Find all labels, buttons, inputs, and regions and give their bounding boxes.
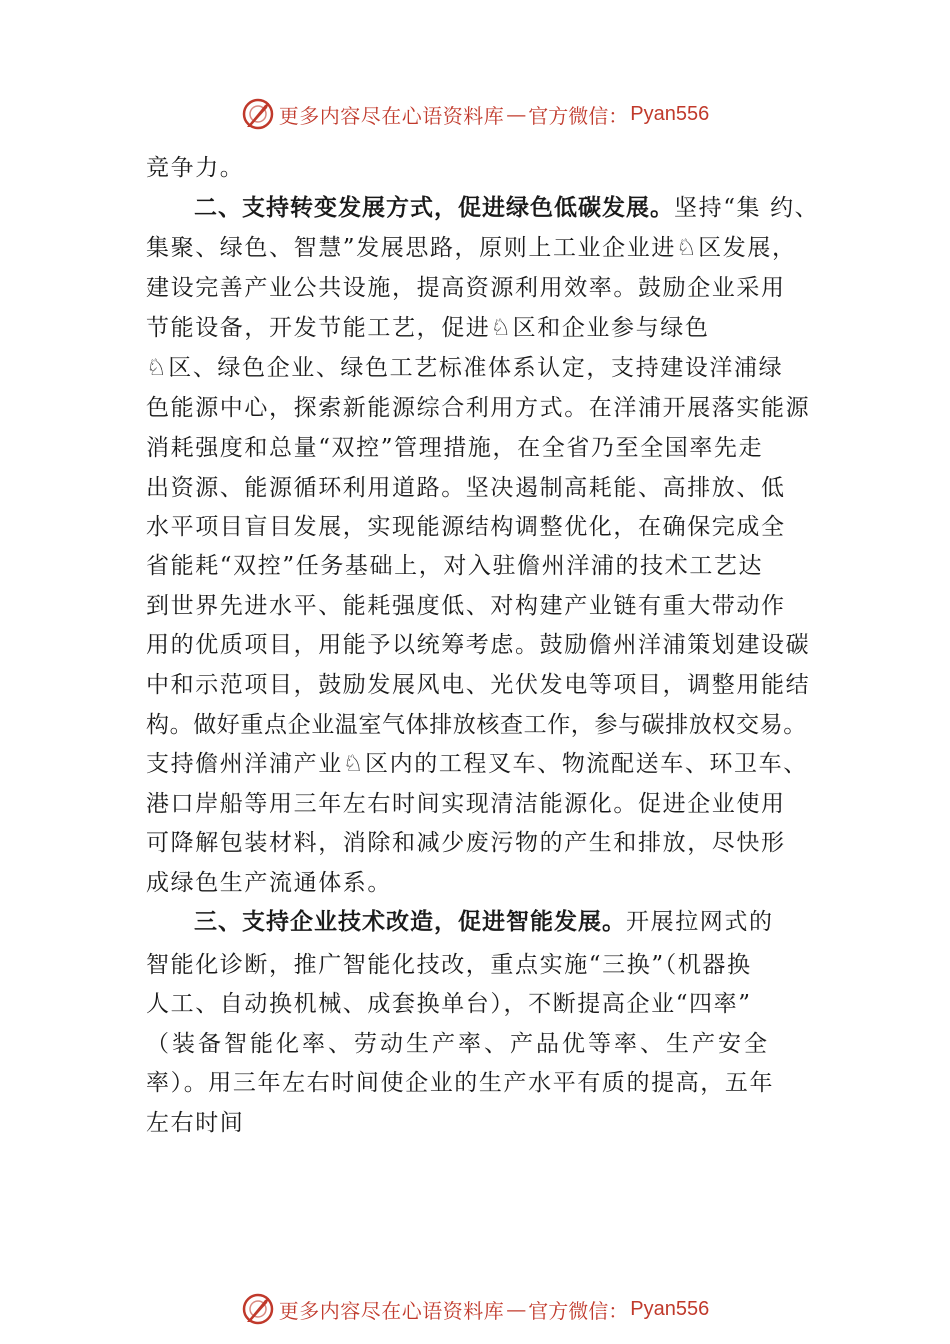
text-line: 智能化诊断，推广智能化技改，重点实施“三换”（机器换 bbox=[146, 952, 752, 978]
quill-logo-icon bbox=[241, 97, 275, 131]
text-line: ♘区、绿色企业、绿色工艺标准体系认定，支持建设洋浦绿 bbox=[146, 355, 784, 381]
footer-banner bbox=[0, 1289, 950, 1329]
text-line: 出资源、能源循环利用道路。坚决遏制高耗能、高排放、低 bbox=[146, 475, 786, 501]
footer-dash: — bbox=[506, 1297, 527, 1321]
text-line: 人工、自动换机械、成套换单台），不断提高企业“四率” bbox=[146, 991, 752, 1017]
text-line: 节能设备，开发节能工艺，促进♘区和企业参与绿色 bbox=[146, 315, 710, 341]
text-line: 港口岸船等用三年左右时间实现清洁能源化。促进企业使用 bbox=[146, 791, 786, 817]
text-line: 水平项目盲目发展，实现能源结构调整优化，在确保完成全 bbox=[146, 514, 786, 540]
footer-wechat-id: Pyan556 bbox=[630, 1297, 710, 1320]
text-line: 到世界先进水平、能耗强度低、对构建产业链有重大带动作 bbox=[146, 593, 786, 619]
text-line: 省能耗“双控”任务基础上，对入驻儋州洋浦的技术工艺达 bbox=[146, 553, 764, 579]
text-line: 构。做好重点企业温室气体排放核查工作，参与碳排放权交易。 bbox=[146, 712, 807, 738]
text-line: 集聚、绿色、智慧”发展思路，原则上工业企业进♘区发展， bbox=[146, 235, 797, 261]
header-wechat-id: Pyan556 bbox=[630, 102, 710, 125]
text-line: 支持儋州洋浦产业♘区内的工程叉车、物流配送车、环卫车、 bbox=[146, 751, 808, 777]
section-2-heading: 二、支持转变发展方式，促进绿色低碳发展。 bbox=[194, 195, 674, 221]
section-3-heading: 三、支持企业技术改造，促进智能发展。 bbox=[194, 909, 626, 935]
text-line: （装备智能化率、劳动生产率、产品优等率、生产安全 bbox=[146, 1031, 770, 1057]
header-wechat-label: 官方微信： bbox=[528, 103, 629, 128]
text-line: 率）。用三年左右时间使企业的生产水平有质的提高，五年 bbox=[146, 1070, 775, 1096]
text-line: 建设完善产业公共设施，提高资源利用效率。鼓励企业采用 bbox=[146, 275, 786, 301]
footer-brand: 更多内容尽在心语资料库 bbox=[278, 1298, 505, 1323]
section-2-line bbox=[194, 191, 819, 225]
text-line: 用的优质项目，用能予以统筹考虑。鼓励儋州洋浦策划建设碳 bbox=[146, 632, 811, 658]
header-banner bbox=[0, 94, 950, 134]
header-dash: — bbox=[506, 102, 527, 126]
header-brand: 更多内容尽在心语资料库 bbox=[278, 103, 505, 128]
text-line: 左右时间 bbox=[146, 1110, 245, 1136]
quill-logo-icon bbox=[241, 1292, 275, 1326]
section-3-rest: 开展拉网式的 bbox=[626, 909, 774, 935]
footer-wechat-label: 官方微信： bbox=[528, 1298, 629, 1323]
section-2-rest: 坚持“集 约、 bbox=[674, 195, 820, 221]
text-line: 消耗强度和总量“双控”管理措施，在全省乃至全国率先走 bbox=[146, 435, 764, 461]
text-line: 中和示范项目，鼓励发展风电、光伏发电等项目，调整用能结 bbox=[146, 672, 811, 698]
text-line: 竞争力。 bbox=[146, 155, 245, 181]
text-line: 可降解包装材料，消除和减少废污物的产生和排放，尽快形 bbox=[146, 830, 786, 856]
text-line: 色能源中心，探索新能源综合利用方式。在洋浦开展落实能源 bbox=[146, 395, 811, 421]
text-line: 成绿色生产流通体系。 bbox=[146, 870, 392, 896]
section-3-line bbox=[194, 905, 774, 939]
